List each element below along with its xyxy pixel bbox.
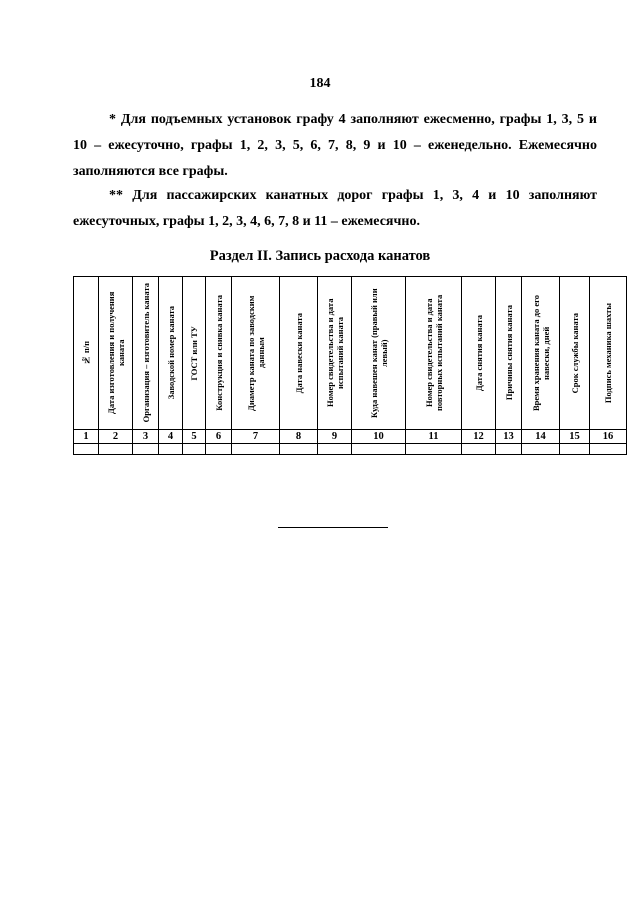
table-cell [74, 444, 99, 455]
column-number: 7 [232, 430, 280, 444]
table-cell [462, 444, 496, 455]
table-cell [133, 444, 159, 455]
column-number: 12 [462, 430, 496, 444]
column-number: 10 [352, 430, 406, 444]
table-cell [280, 444, 318, 455]
column-header: № п/п [74, 277, 99, 430]
column-header: Причины снятия каната [496, 277, 522, 430]
column-number: 3 [133, 430, 159, 444]
table-header-row [74, 277, 627, 430]
column-header: Заводской номер каната [159, 277, 183, 430]
column-number: 13 [496, 430, 522, 444]
closing-rule-divider [278, 527, 388, 528]
column-header: Конструкция и свивка каната [206, 277, 232, 430]
column-number: 2 [99, 430, 133, 444]
column-number-row [74, 430, 627, 444]
column-number: 8 [280, 430, 318, 444]
column-number: 5 [183, 430, 206, 444]
section-title: Раздел II. Запись расхода канатов [209, 248, 431, 264]
column-header: Дата изготовления и получения каната [99, 277, 133, 430]
column-header: Диаметр каната по заводским данным [232, 277, 280, 430]
column-number: 6 [206, 430, 232, 444]
footnote-lifting-installations: * Для подъемных установок графу 4 заполняют ежесменно, графы 1, 3, 5 и 10 – ежесуточно, графы 1, 2, 3, 5, 6, 7, 8, 9 и 10 – еженедельно. Ежемесячно заполняются все графы. [73, 112, 597, 179]
rope-consumption-table [73, 276, 627, 455]
column-number: 9 [318, 430, 352, 444]
table-cell [560, 444, 590, 455]
column-header: ГОСТ или ТУ [183, 277, 206, 430]
table-cell [159, 444, 183, 455]
column-number: 14 [522, 430, 560, 444]
table-cell [352, 444, 406, 455]
page-number: 184 [309, 76, 331, 91]
column-number: 16 [590, 430, 627, 444]
column-header: Дата снятия каната [462, 277, 496, 430]
column-number: 15 [560, 430, 590, 444]
column-number: 11 [406, 430, 462, 444]
column-header: Номер свидетельства и дата испытаний каната [318, 277, 352, 430]
table-cell [99, 444, 133, 455]
column-header: Подпись механика шахты [590, 277, 627, 430]
table-cell [590, 444, 627, 455]
column-number: 1 [74, 430, 99, 444]
column-header: Организация – изготовитель каната [133, 277, 159, 430]
table-cell [206, 444, 232, 455]
table-cell [318, 444, 352, 455]
table-cell [522, 444, 560, 455]
column-header: Срок службы каната [560, 277, 590, 430]
blank-entry-row [74, 444, 627, 455]
column-header: Куда навешен канат (правый или левый) [352, 277, 406, 430]
table-cell [496, 444, 522, 455]
column-number: 4 [159, 430, 183, 444]
footnote-passenger-ropeways: ** Для пассажирских канатных дорог графы 1, 3, 4 и 10 заполняют ежесуточных, графы 1, 2, 3, 4, 6, 7, 8 и 11 – ежемесячно. [73, 188, 597, 229]
column-header: Номер свидетельства и дата повторных испытаний каната [406, 277, 462, 430]
table-cell [183, 444, 206, 455]
table-cell [406, 444, 462, 455]
column-header: Дата навески каната [280, 277, 318, 430]
table-cell [232, 444, 280, 455]
column-header: Время хранения каната до его навески, дней [522, 277, 560, 430]
